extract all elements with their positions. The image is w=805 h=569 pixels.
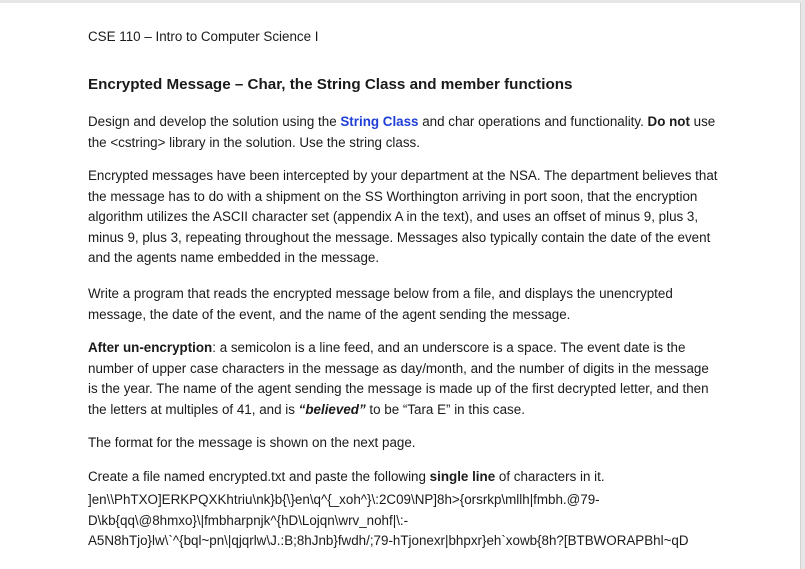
string-class-emphasis: String Class	[340, 114, 419, 129]
cipher-line-1: ]en\\PhTXO]ERKPQXKhtriu\nk}b{\}en\q^{_xoh^}\:2C09\NP]8h>{orsrkp\mllh|fmbh.@79-	[88, 492, 600, 507]
p1-text-a: Design and develop the solution using the	[88, 114, 341, 129]
p1-text-c: and char operations and functionality.	[418, 114, 648, 129]
document-page	[0, 3, 801, 569]
encrypted-message	[88, 490, 728, 552]
assignment-title: Encrypted Message – Char, the String Class and member functions	[88, 76, 573, 93]
after-unencryption-label: After un-encryption	[88, 340, 213, 355]
do-not-emphasis: Do not	[647, 114, 690, 129]
paragraph-task: Write a program that reads the encrypted message below from a file, and displays the unencrypted message, the date of the event, and the name of the agent sending the message.	[88, 286, 673, 322]
course-header: CSE 110 – Intro to Computer Science I	[88, 29, 319, 44]
single-line-emphasis: single line	[429, 469, 496, 484]
cipher-line-2: D\kb{qq\@8hmxo}\|fmbharpnjk^{hD\Lojqn\wrv_nohf|\:-	[88, 512, 409, 528]
p6-text-a: Create a file named encrypted.txt and paste the following	[88, 469, 430, 484]
paragraph-file-instructions	[88, 467, 718, 488]
believed-emphasis: “believed”	[298, 401, 366, 417]
p4-text-d: to be “Tara E” in this case.	[365, 401, 525, 417]
p1-text-e: use the <cstring> library in the solution. Use the string class.	[88, 114, 716, 150]
p4-text-b: : a semicolon is a line feed, and an underscore is a space. The event date is the number of upper case characters in the message as day/month, and the number of digits in the message is the year. The name of the agent sending the message is made up of the first decrypted letter, and then the letters at multiples of 41, and is	[88, 340, 709, 417]
p6-text-c: of characters in it.	[495, 469, 605, 484]
paragraph-decryption-rules	[88, 338, 718, 420]
paragraph-background: Encrypted messages have been intercepted by your department at the NSA. The department believes that the message has to do with a shipment on the SS Worthington arriving in port soon, that the encryption algorithm utilizes the ASCII character set (appendix A in the text), and uses an offset of minus 9, plus 3, minus 9, plus 3, repeating throughout the message. Messages also typically contain the date of the event and the agents name embedded in the message.	[88, 168, 718, 266]
paragraph-format-note: The format for the message is shown on the next page.	[88, 435, 416, 450]
cipher-line-3: A5N8hTjo}lw\`^{bql~pn\|qjqrlw\J.:B;8hJnb}fwdh/;79-hTjonexr|bhpxr}eh`xowb{8h?[BTBWORAPBhl~qD	[88, 533, 689, 549]
paragraph-instructions	[88, 112, 718, 153]
